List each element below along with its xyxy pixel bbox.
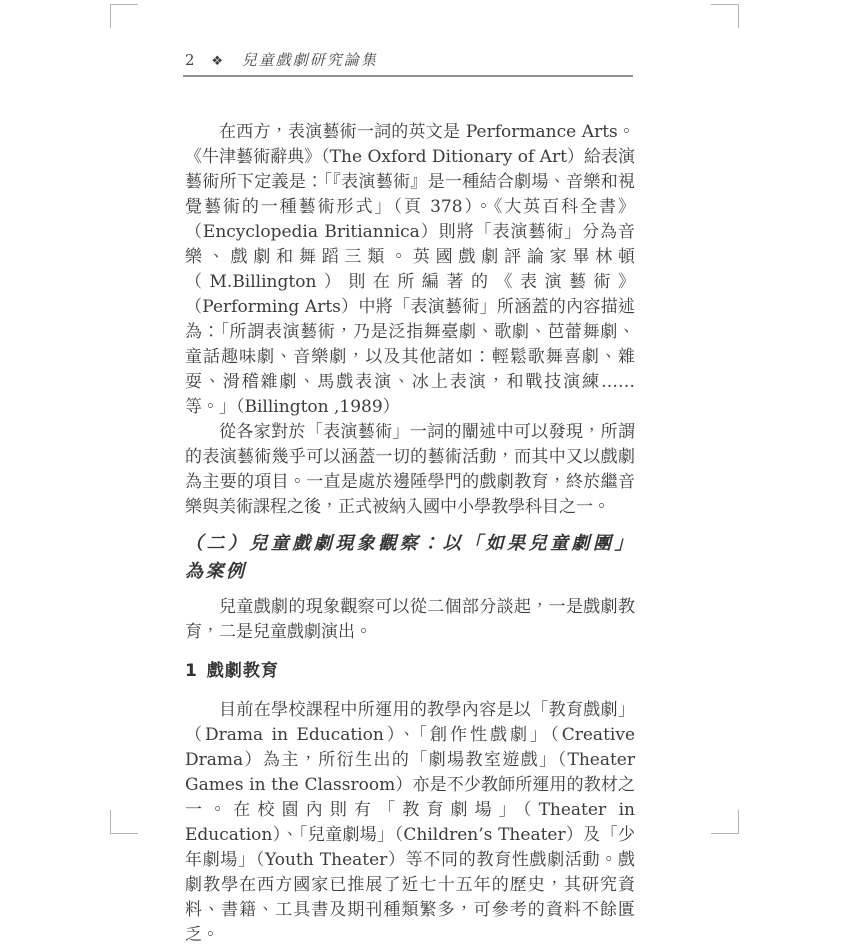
- running-title: 兒童戲劇研究論集: [241, 51, 378, 69]
- paragraph-performance-arts-summary: 從各家對於「表演藝術」一詞的闡述中可以發現，所謂的表演藝術幾乎可以涵蓋一切的藝術活動，而其中又以戲劇為主要的項目。一直是處於邊陲學門的戲劇教育，終於繼音樂與美術課程之後，正式被納入國中小學教學科目之一。: [185, 422, 635, 517]
- crop-mark-top-right: [711, 4, 739, 28]
- crop-mark-bottom-right: [711, 810, 739, 834]
- paragraph-performance-arts-definitions: 在西方，表演藝術一詞的英文是 Performance Arts。《牛津藝術辭典》（The Oxford Ditionary of Art）給表演藝術所下定義是：「『表演藝術』是一種結合劇場、音樂和視覺藝術的一種藝術形式」（頁 378）。《大英百科全書》（Encyclopedia Britiannica）則將「表演藝術」分為音樂、戲劇和舞蹈三類。英國戲劇評論家畢林頓（M.Billington）則在所編著的《表演藝術》（Performing Arts）中將「表演藝術」所涵蓋的內容描述為：「所謂表演藝術，乃是泛指舞臺劇、歌劇、芭蕾舞劇、童話趣味劇、音樂劇，以及其他諸如：輕鬆歌舞喜劇、雜耍、滑稽雜劇、馬戲表演、冰上表演，和戰技演練……等。」（Billington ,1989）: [185, 122, 635, 417]
- crop-mark-top-left: [110, 4, 138, 28]
- page-number: 2: [185, 51, 197, 69]
- section-heading-observation: （二）兒童戲劇現象觀察：以「如果兒童劇團」為案例: [185, 533, 635, 582]
- paragraph-drama-education: 目前在學校課程中所運用的教學內容是以「教育戲劇」（Drama in Education）、「創作性戲劇」（Creative Drama）為主，所衍生出的「劇場教室遊戲」（Theater Games in the Classroom）亦是不少教師所運用的教材之一。在校園內則有「教育劇場」（Theater in Education）、「兒童劇場」（Children’s Theater）及「少年劇場」（Youth Theater）等不同的教育性戲劇活動。戲劇教學在西方國家已推展了近七十五年的歷史，其研究資料、書籍、工具書及期刊種類繁多，可參考的資料不餘匱乏。: [185, 700, 635, 945]
- subsection-title: 戲劇教育: [206, 661, 279, 681]
- paragraph-observation-intro: 兒童戲劇的現象觀察可以從二個部分談起，一是戲劇教育，二是兒童戲劇演出。: [185, 597, 635, 642]
- page-header: [185, 49, 378, 70]
- subsection-number: 1: [185, 661, 198, 681]
- text-column: [185, 120, 635, 948]
- diamond-ornament-icon: ❖: [211, 54, 225, 69]
- subsection-heading-drama-education: [185, 659, 635, 684]
- crop-mark-bottom-left: [110, 810, 138, 834]
- header-divider-rule: [183, 75, 633, 77]
